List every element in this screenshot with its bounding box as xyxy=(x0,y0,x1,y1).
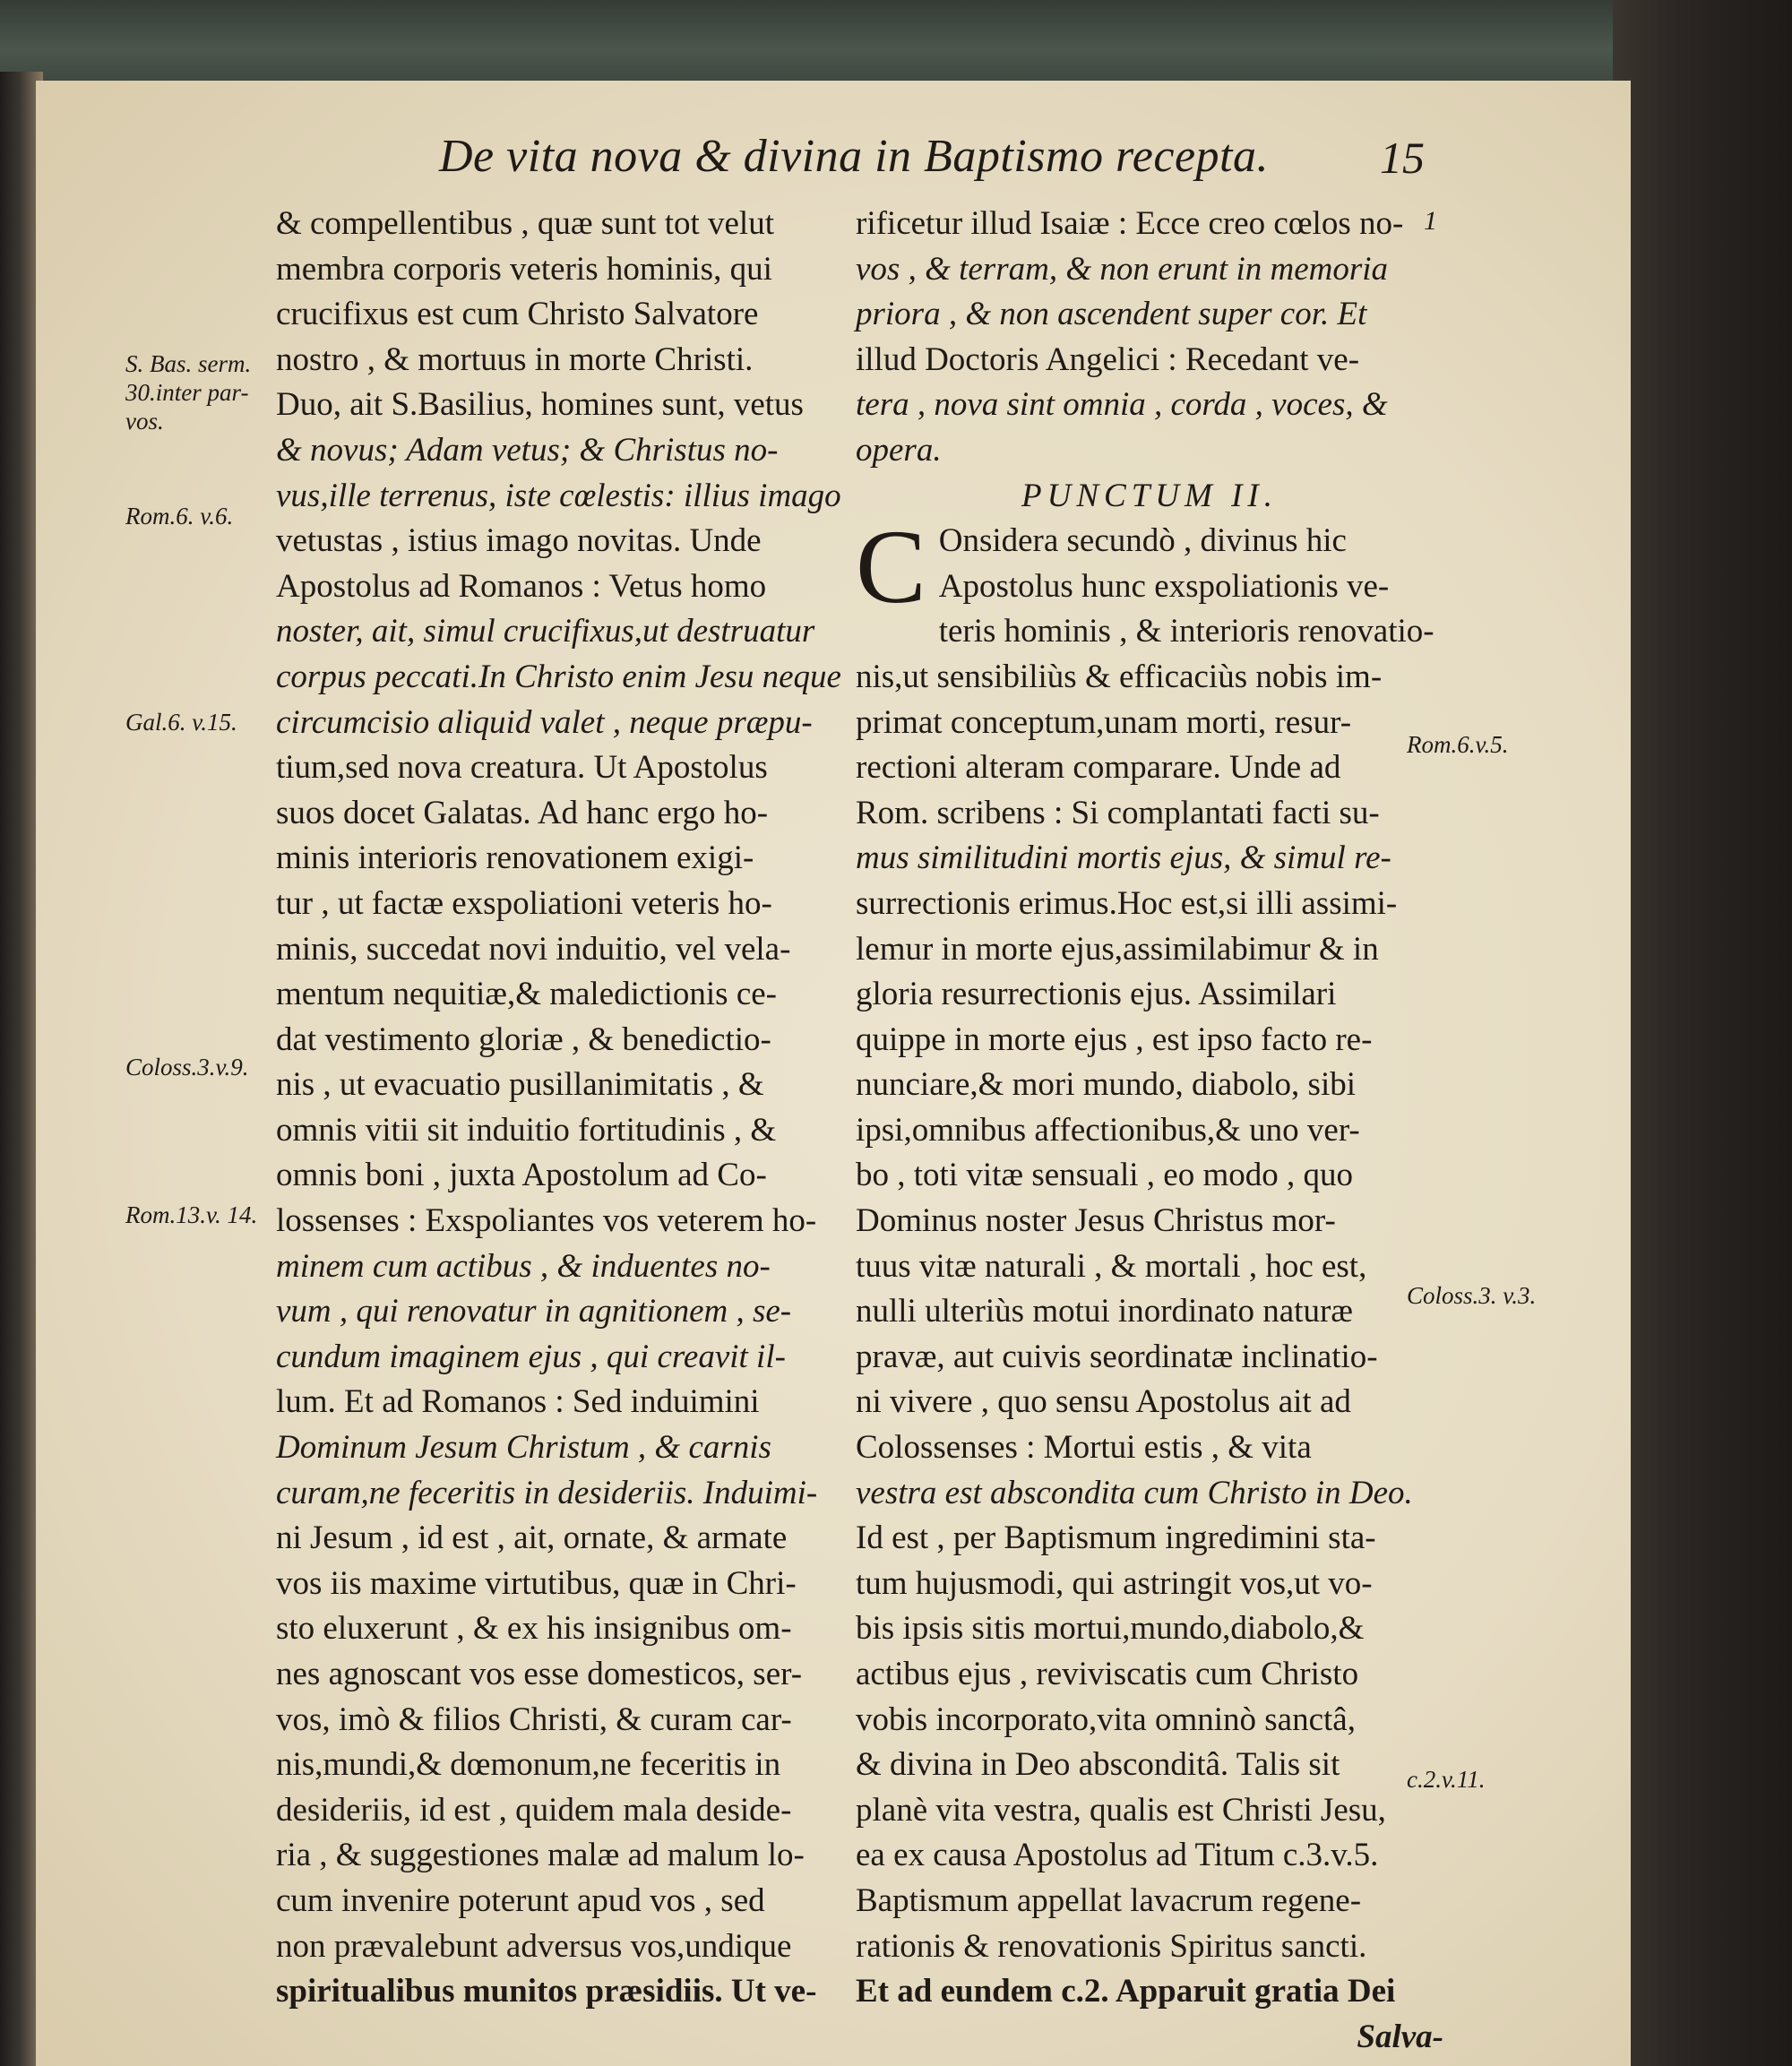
margin-note: Gal.6. v.15. xyxy=(125,709,237,736)
text-line: nis,mundi,& dœmonum,ne feceritis in xyxy=(276,1746,781,1784)
text-line: nis , ut evacuatio pusillanimitatis , & xyxy=(276,1066,764,1104)
text-line: & divina in Deo absconditâ. Talis sit xyxy=(856,1746,1340,1784)
text-line: Apostolus hunc exspoliationis ve- xyxy=(938,567,1390,605)
text-line: minem cum actibus , & induentes no- xyxy=(276,1247,771,1285)
page-header xyxy=(439,130,1425,202)
text-line: & novus; Adam vetus; & Christus no- xyxy=(276,431,779,469)
text-line: noster, ait, simul crucifixus,ut destruatur xyxy=(276,613,815,650)
text-line: lemur in morte ejus,assimilabimur & in xyxy=(856,930,1379,968)
text-line: bis ipsis sitis mortui,mundo,diabolo,& xyxy=(856,1610,1365,1648)
text-line: minis interioris renovationem exigi- xyxy=(276,839,754,877)
text-line: planè vita vestra, qualis est Christi Jesu, xyxy=(856,1791,1386,1829)
text-line: vetustas , istius imago novitas. Unde xyxy=(276,522,762,560)
text-line: curam,ne feceritis in desideriis. Induimi- xyxy=(276,1474,818,1511)
text-line: tuus vitæ naturali , & mortali , hoc est, xyxy=(856,1247,1367,1285)
drop-cap: C xyxy=(856,508,926,626)
text-line: & compellentibus , quæ sunt tot velut xyxy=(276,205,774,242)
text-line: Baptismum appellat lavacrum regene- xyxy=(856,1881,1362,1919)
text-line: Onsidera secundò , divinus hic xyxy=(938,522,1347,560)
text-line: vos, imò & filios Christi, & curam car- xyxy=(276,1700,792,1738)
text-line: opera. xyxy=(856,431,942,469)
text-line: nulli ulteriùs motui inordinato naturæ xyxy=(856,1293,1353,1330)
text-line: ea ex causa Apostolus ad Titum c.3.v.5. xyxy=(856,1837,1379,1874)
section-heading: PUNCTUM II. xyxy=(1021,477,1278,514)
catchword: Salva- xyxy=(1357,2018,1443,2055)
margin-note: S. Bas. serm. 30.inter par- vos. xyxy=(125,350,252,435)
text-line: vos , & terram, & non erunt in memoria xyxy=(856,250,1389,288)
text-line: Rom. scribens : Si complantati facti su- xyxy=(856,794,1380,831)
text-line: rificetur illud Isaiæ : Ecce creo cœlos no- xyxy=(856,205,1404,242)
text-line: vestra est abscondita cum Christo in Deo. xyxy=(856,1474,1413,1511)
margin-note: Rom.6. v.6. xyxy=(125,503,234,529)
text-line: mentum nequitiæ,& maledictionis ce- xyxy=(276,976,777,1013)
drop-cap-paragraph xyxy=(856,508,1443,626)
text-line: ni Jesum , id est , ait, ornate, & armate xyxy=(276,1519,788,1557)
text-line: lum. Et ad Romanos : Sed induimini xyxy=(276,1383,760,1421)
margin-note: c.2.v.11. xyxy=(1407,1766,1486,1793)
text-line: tum hujusmodi, qui astringit vos,ut vo- xyxy=(856,1564,1373,1602)
text-line: vobis incorporato,vita omninò sanctâ, xyxy=(856,1700,1356,1738)
text-line: nis,ut sensibiliùs & efficaciùs nobis im- xyxy=(856,658,1383,695)
text-line: Colossenses : Mortui estis , & vita xyxy=(856,1429,1312,1467)
text-line: ria , & suggestiones malæ ad malum lo- xyxy=(276,1837,805,1874)
text-line: illud Doctoris Angelici : Recedant ve- xyxy=(856,340,1360,378)
text-line: Dominus noster Jesus Christus mor- xyxy=(856,1202,1336,1240)
text-line: surrectionis erimus.Hoc est,si illi assimi- xyxy=(856,884,1398,922)
margin-note: Rom.13.v. 14. xyxy=(125,1201,258,1228)
text-line: tur , ut factæ exspoliationi veteris ho- xyxy=(276,884,772,922)
text-line: sto eluxerunt , & ex his insignibus om- xyxy=(276,1610,792,1648)
text-line: priora , & non ascendent super cor. Et xyxy=(856,296,1367,333)
text-line: nostro , & mortuus in morte Christi. xyxy=(276,340,754,378)
text-line: cum invenire poterunt apud vos , sed xyxy=(276,1881,765,1919)
text-line: omnis boni , juxta Apostolum ad Co- xyxy=(276,1157,767,1194)
text-line: suos docet Galatas. Ad hanc ergo ho- xyxy=(276,794,769,831)
text-line: crucifixus est cum Christo Salvatore xyxy=(276,296,759,333)
text-line: nunciare,& mori mundo, diabolo, sibi xyxy=(856,1066,1356,1104)
book-page xyxy=(36,81,1631,2066)
text-line: pravæ, aut cuivis seordinatæ inclinatio- xyxy=(856,1338,1378,1375)
text-line: vos iis maxime virtutibus, quæ in Chri- xyxy=(276,1564,797,1602)
text-line: vus,ille terrenus, iste cœlestis: illius imago xyxy=(276,477,841,514)
page-number: 15 xyxy=(1380,133,1425,183)
text-line: desideriis, id est , quidem mala deside- xyxy=(276,1791,792,1829)
text-line: tium,sed nova creatura. Ut Apostolus xyxy=(276,749,768,787)
text-line: nes agnoscant vos esse domesticos, ser- xyxy=(276,1656,803,1692)
text-line: non prævalebunt adversus vos,undique xyxy=(276,1927,792,1965)
text-line: minis, succedat novi induitio, vel vela- xyxy=(276,930,791,968)
text-line: spiritualibus munitos præsidiis. Ut ve- xyxy=(276,1973,817,2010)
text-line: gloria resurrectionis ejus. Assimilari xyxy=(856,976,1337,1013)
margin-note: Coloss.3. v.3. xyxy=(1407,1282,1537,1309)
margin-note: Coloss.3.v.9. xyxy=(125,1054,249,1080)
text-line: primat conceptum,unam morti, resur- xyxy=(856,703,1352,741)
text-line: dat vestimento gloriæ , & benedictio- xyxy=(276,1020,771,1058)
running-title: De vita nova & divina in Baptismo recepta. xyxy=(439,131,1269,182)
text-line: vum , qui renovatur in agnitionem , se- xyxy=(276,1293,792,1330)
text-line: rectioni alteram comparare. Unde ad xyxy=(856,749,1341,787)
text-line: bo , toti vitæ sensuali , eo modo , quo xyxy=(856,1157,1353,1194)
text-line: rationis & renovationis Spiritus sancti. xyxy=(856,1927,1367,1965)
text-line: Dominum Jesum Christum , & carnis xyxy=(276,1429,771,1467)
text-line: cundum imaginem ejus , qui creavit il- xyxy=(276,1338,786,1375)
text-line: circumcisio aliquid valet , neque præpu- xyxy=(276,703,813,741)
text-line: corpus peccati.In Christo enim Jesu neque xyxy=(276,658,841,695)
left-text-column xyxy=(276,202,867,2015)
text-line: membra corporis veteris hominis, qui xyxy=(276,250,772,288)
right-text-column xyxy=(856,202,1443,2060)
text-line: omnis vitii sit induitio fortitudinis , & xyxy=(276,1111,777,1149)
margin-note: Rom.6.v.5. xyxy=(1407,731,1509,758)
book-cover-right xyxy=(1613,0,1792,2066)
text-line: lossenses : Exspoliantes vos veterem ho- xyxy=(276,1202,817,1240)
text-line: Id est , per Baptismum ingredimini sta- xyxy=(856,1519,1376,1557)
text-line: tera , nova sint omnia , corda , voces, & xyxy=(856,386,1388,424)
text-line: Apostolus ad Romanos : Vetus homo xyxy=(276,567,767,605)
text-line: actibus ejus , reviviscatis cum Christo xyxy=(856,1656,1359,1692)
text-line: Et ad eundem c.2. Apparuit gratia Dei xyxy=(856,1973,1396,2010)
text-line: ni vivere , quo sensu Apostolus ait ad xyxy=(856,1383,1351,1421)
text-line: quippe in morte ejus , est ipso facto re- xyxy=(856,1020,1373,1058)
text-line: Duo, ait S.Basilius, homines sunt, vetus xyxy=(276,386,804,424)
text-line: teris hominis , & interioris renovatio- xyxy=(938,613,1434,650)
text-line: ipsi,omnibus affectionibus,& uno ver- xyxy=(856,1111,1360,1149)
text-line: mus similitudini mortis ejus, & simul re- xyxy=(856,839,1391,877)
book-top-edge xyxy=(0,0,1644,90)
signature-mark: 1 xyxy=(1424,206,1437,236)
